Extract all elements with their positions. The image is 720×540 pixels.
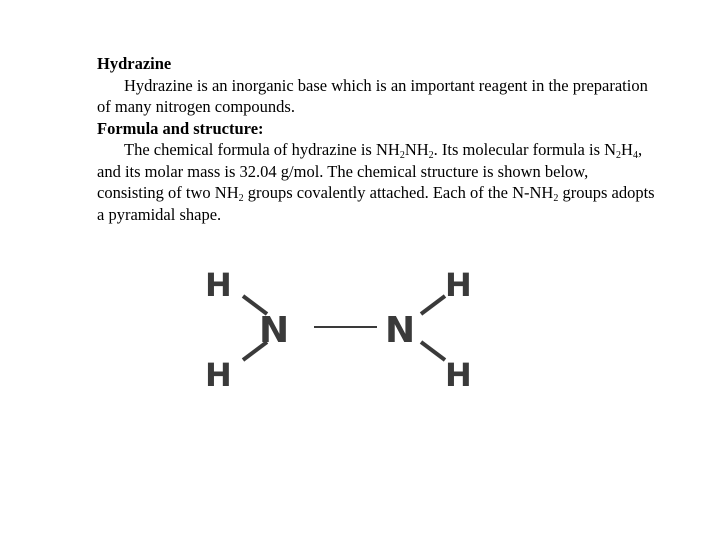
atom-h-bottom-left: H (205, 356, 232, 393)
document-body (97, 53, 657, 225)
section-title: Hydrazine (97, 54, 172, 73)
atom-h-top-right: H (445, 266, 472, 304)
atom-n-left: N (259, 310, 290, 351)
subscript: 2 (616, 150, 622, 161)
text-run: NH (404, 140, 429, 159)
subscript: 2 (238, 193, 244, 204)
atom-n-right: N (385, 310, 416, 351)
text-run: The chemical formula of hydrazine is NH (124, 140, 400, 159)
text-run: H (621, 140, 633, 159)
bond-n-h-bottom-right (421, 342, 445, 360)
formula-heading: Formula and structure: (97, 118, 264, 138)
text-run: groups covalently attached. Each of the N-NH (243, 183, 554, 202)
subscript: 2 (399, 150, 405, 161)
subscript: 4 (632, 150, 638, 161)
intro-paragraph: Hydrazine is an inorganic base which is an important reagent in the preparation of many nitrogen compounds. (97, 75, 648, 116)
subscript: 2 (428, 150, 434, 161)
text-run: . Its molecular formula is N (433, 140, 617, 159)
text-run: , and its molar mass is 32.04 g/mol. The chemical structure is shown below, consisting of two NH (97, 140, 643, 202)
text-run: groups adopts a pyramidal shape. (97, 183, 655, 224)
atom-h-bottom-right: H (445, 356, 472, 393)
bond-n-h-top-right (421, 296, 445, 314)
subscript: 2 (553, 193, 559, 204)
atom-h-top-left: H (205, 266, 232, 304)
hydrazine-structure-diagram (195, 258, 495, 393)
formula-paragraph (97, 139, 657, 225)
